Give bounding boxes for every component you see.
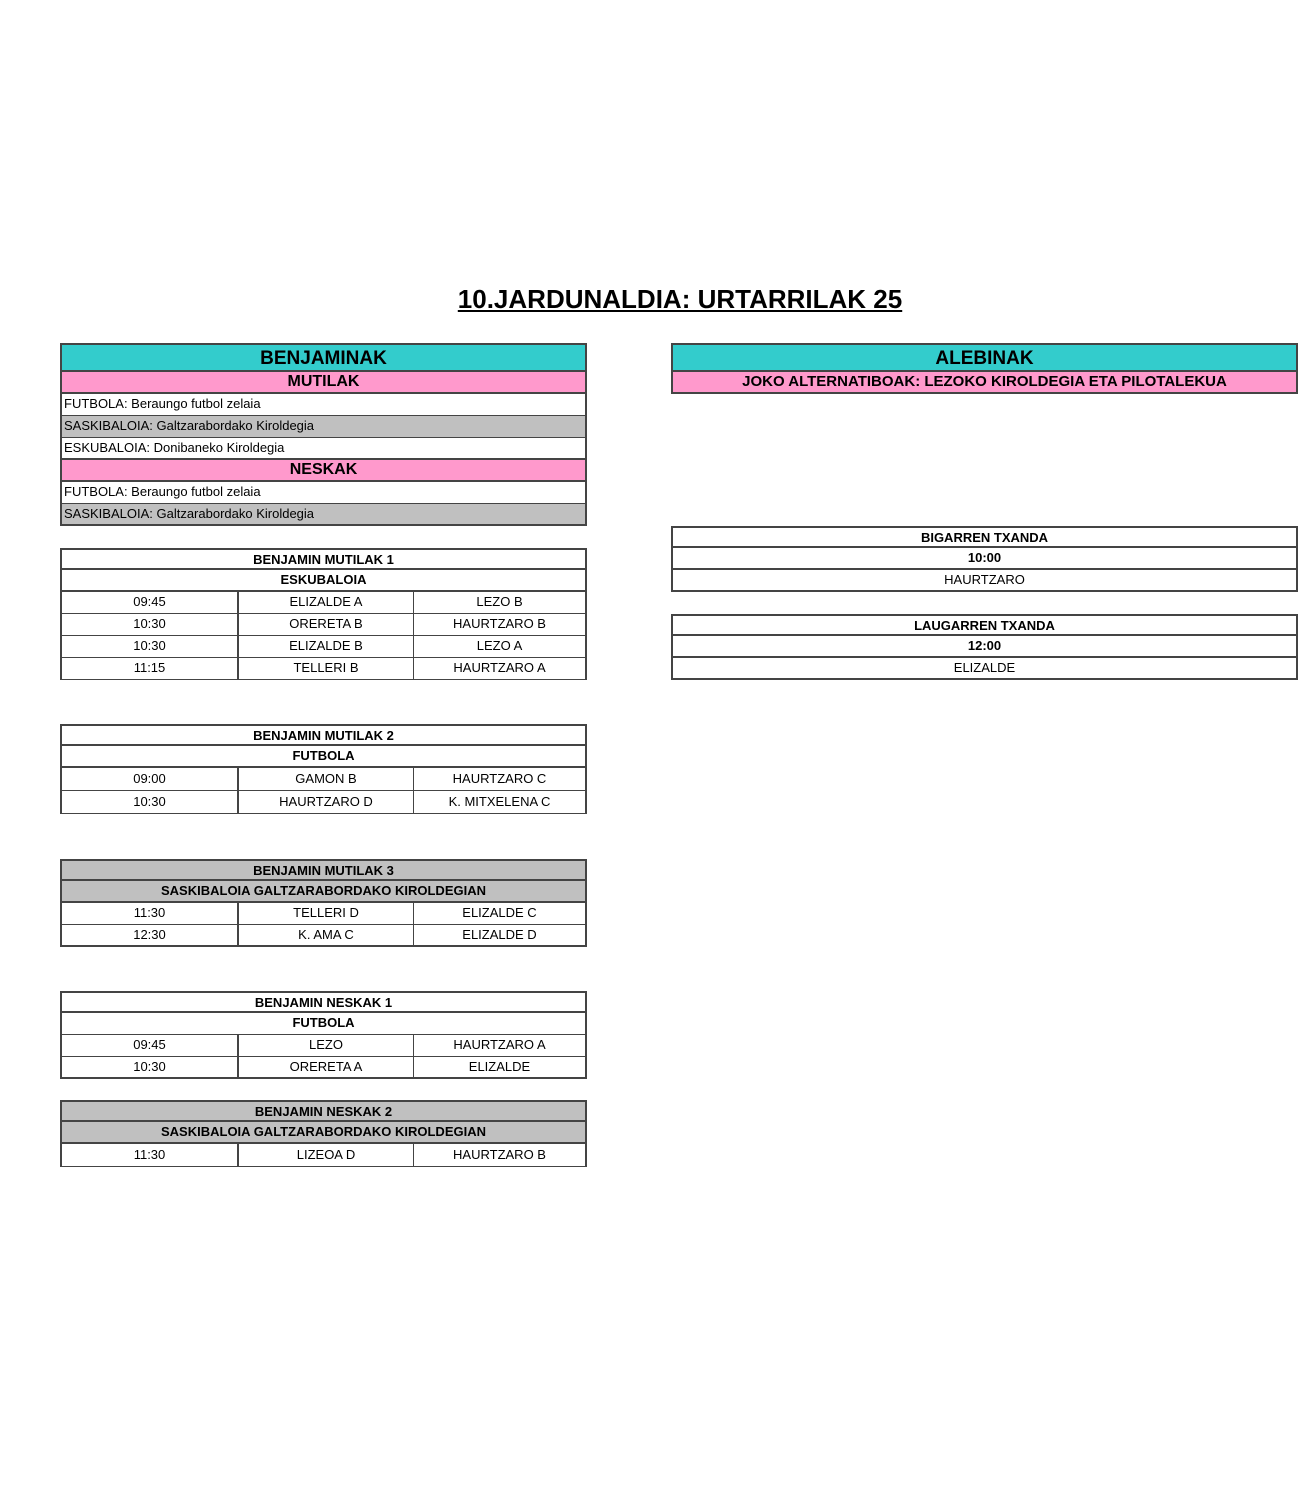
- match-time: 10:30: [62, 1057, 239, 1077]
- match-row: [60, 592, 587, 614]
- benjaminak-venues-table: [60, 343, 587, 526]
- match-away-team: HAURTZARO A: [453, 660, 546, 675]
- round-time: 12:00: [671, 636, 1298, 658]
- group-table-mutilak-2: [60, 724, 587, 814]
- match-away-team: ELIZALDE D: [462, 927, 537, 942]
- match-row: [60, 1035, 587, 1057]
- group-sport: SASKIBALOIA GALTZARABORDAKO KIROLDEGIAN: [60, 881, 587, 903]
- match-away-team: HAURTZARO C: [452, 771, 547, 786]
- alebinak-round-table: [671, 614, 1298, 680]
- group-name: BENJAMIN MUTILAK 2: [60, 724, 587, 746]
- group-table-neskak-2: [60, 1100, 587, 1167]
- page-title: 10.JARDUNALDIA: URTARRILAK 25: [457, 284, 903, 314]
- match-away-team: LEZO B: [476, 594, 523, 609]
- group-sport: FUTBOLA: [60, 1013, 587, 1035]
- match-time: 11:30: [62, 1144, 239, 1166]
- group-name: BENJAMIN NESKAK 1: [60, 991, 587, 1013]
- match-row: [60, 791, 587, 814]
- match-home-team: ORERETA B: [239, 614, 414, 635]
- group-table-neskak-1: [60, 991, 587, 1079]
- group-sport: ESKUBALOIA: [60, 570, 587, 592]
- match-home-team: ELIZALDE A: [239, 592, 414, 613]
- match-time: 11:30: [62, 903, 239, 924]
- match-time: 09:45: [62, 1035, 239, 1056]
- match-row: [60, 658, 587, 680]
- mutilak-venue-eskubaloia: ESKUBALOIA: Donibaneko Kiroldegia: [60, 438, 587, 460]
- match-away-team: ELIZALDE C: [462, 905, 537, 920]
- match-home-team: TELLERI B: [239, 658, 414, 679]
- alebinak-subheader: JOKO ALTERNATIBOAK: LEZOKO KIROLDEGIA ETA PILOTALEKUA: [671, 372, 1298, 394]
- round-team: ELIZALDE: [671, 658, 1298, 680]
- match-home-team: GAMON B: [239, 768, 414, 790]
- mutilak-header: MUTILAK: [60, 372, 587, 394]
- round-team: HAURTZARO: [671, 570, 1298, 592]
- match-away-team: HAURTZARO B: [453, 1147, 546, 1162]
- match-home-team: ELIZALDE B: [239, 636, 414, 657]
- match-away-team: HAURTZARO A: [453, 1037, 546, 1052]
- match-time: 10:30: [62, 614, 239, 635]
- group-name: BENJAMIN MUTILAK 1: [60, 548, 587, 570]
- group-name: BENJAMIN MUTILAK 3: [60, 859, 587, 881]
- neskak-venue-saskibaloia: SASKIBALOIA: Galtzarabordako Kiroldegia: [60, 504, 587, 526]
- match-row: [60, 614, 587, 636]
- match-away-team: K. MITXELENA C: [448, 794, 551, 809]
- match-row: [60, 636, 587, 658]
- round-time: 10:00: [671, 548, 1298, 570]
- group-table-mutilak-3: [60, 859, 587, 947]
- group-sport: SASKIBALOIA GALTZARABORDAKO KIROLDEGIAN: [60, 1122, 587, 1144]
- group-table-mutilak-1: [60, 548, 587, 680]
- match-time: 09:00: [62, 768, 239, 790]
- match-row: [60, 1057, 587, 1079]
- neskak-venue-futbola: FUTBOLA: Beraungo futbol zelaia: [60, 482, 587, 504]
- mutilak-venue-futbola: FUTBOLA: Beraungo futbol zelaia: [60, 394, 587, 416]
- neskak-header: NESKAK: [60, 460, 587, 482]
- round-name: BIGARREN TXANDA: [671, 526, 1298, 548]
- match-away-team: HAURTZARO B: [453, 616, 546, 631]
- match-row: [60, 768, 587, 791]
- match-time: 09:45: [62, 592, 239, 613]
- group-sport: FUTBOLA: [60, 746, 587, 768]
- alebinak-header: ALEBINAK: [671, 343, 1298, 372]
- match-home-team: TELLERI D: [239, 903, 414, 924]
- match-home-team: K. AMA C: [239, 925, 414, 945]
- match-time: 10:30: [62, 791, 239, 813]
- match-home-team: LEZO: [239, 1035, 414, 1056]
- alebinak-round-table: [671, 526, 1298, 592]
- match-away-team: LEZO A: [476, 638, 523, 653]
- group-name: BENJAMIN NESKAK 2: [60, 1100, 587, 1122]
- mutilak-venue-saskibaloia: SASKIBALOIA: Galtzarabordako Kiroldegia: [60, 416, 587, 438]
- match-time: 12:30: [62, 925, 239, 945]
- match-row: [60, 1144, 587, 1167]
- match-time: 11:15: [62, 658, 239, 679]
- alebinak-table: [671, 343, 1298, 394]
- match-row: [60, 903, 587, 925]
- match-row: [60, 925, 587, 947]
- benjaminak-header: BENJAMINAK: [60, 343, 587, 372]
- match-time: 10:30: [62, 636, 239, 657]
- match-away-team: ELIZALDE: [468, 1059, 531, 1074]
- match-home-team: HAURTZARO D: [239, 791, 414, 813]
- match-home-team: LIZEOA D: [239, 1144, 414, 1166]
- round-name: LAUGARREN TXANDA: [671, 614, 1298, 636]
- match-home-team: ORERETA A: [239, 1057, 414, 1077]
